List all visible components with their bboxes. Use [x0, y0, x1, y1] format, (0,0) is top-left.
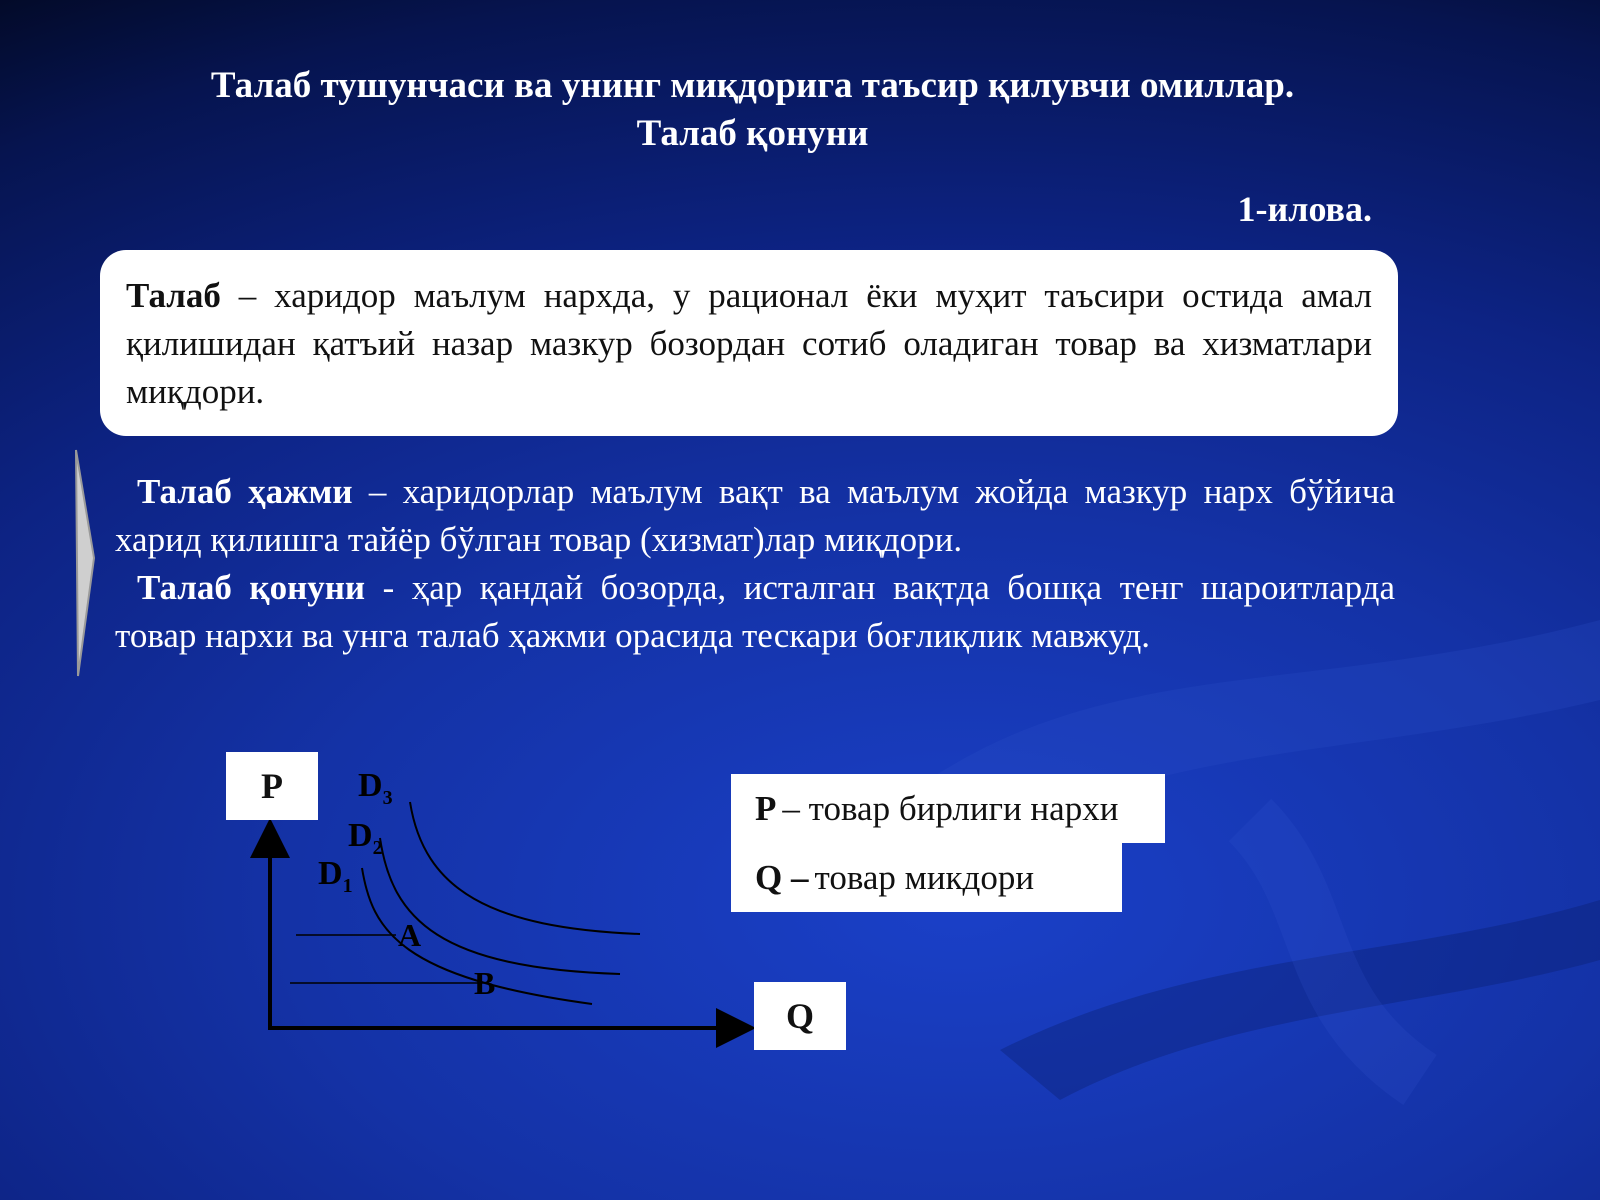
demand-law-text: - ҳар қандай бозорда, исталган вақтда бошқа тенг шароитларда товар нархи ва унга талаб ҳажми орасида тескари боғлиқлик мавжуд.: [115, 568, 1395, 655]
demand-volume-term: Талаб ҳажми: [137, 472, 353, 511]
legend-quantity-text: товар микдори: [814, 857, 1035, 897]
legend-quantity-symbol: Q –: [755, 857, 809, 897]
curve-label-d1: $D_1$: [318, 855, 353, 897]
title-line-2: Талаб қонуни: [636, 113, 869, 154]
point-label-a: A: [398, 917, 422, 953]
x-axis-label: Q: [754, 982, 846, 1050]
legend-quantity: [731, 843, 1122, 912]
curve-label-d2: $D_2$: [348, 817, 383, 859]
demand-curve-d3: [410, 802, 640, 934]
title-line-1: Талаб тушунчаси ва унинг миқдорига таъсир қилувчи омиллар.: [210, 65, 1295, 106]
point-label-b: B: [474, 965, 496, 1001]
legend-price-text: – товар бирлиги нархи: [782, 788, 1119, 828]
demand-law-term: Талаб қонуни: [137, 568, 366, 607]
curve-label-d3: $D_3$: [358, 767, 393, 809]
legend-price-symbol: P: [755, 788, 777, 828]
appendix-label: 1-илова.: [1237, 189, 1372, 229]
legend-price: [731, 774, 1165, 843]
demand-volume-text: – харидорлар маълум вақт ва маълум жойда мазкур нарх бўйича харид қилишга тайёр бўлган товар (хизмат)лар миқдори.: [115, 472, 1395, 559]
definition-text: – харидор маълум нархда, у рационал ёки муҳит таъсири остида амал қилишидан қатъий назар мазкур бозордан сотиб оладиган товар ва хизматлари миқдори.: [126, 276, 1372, 411]
definition-term: Талаб: [126, 276, 221, 315]
y-axis-label: P: [226, 752, 318, 820]
